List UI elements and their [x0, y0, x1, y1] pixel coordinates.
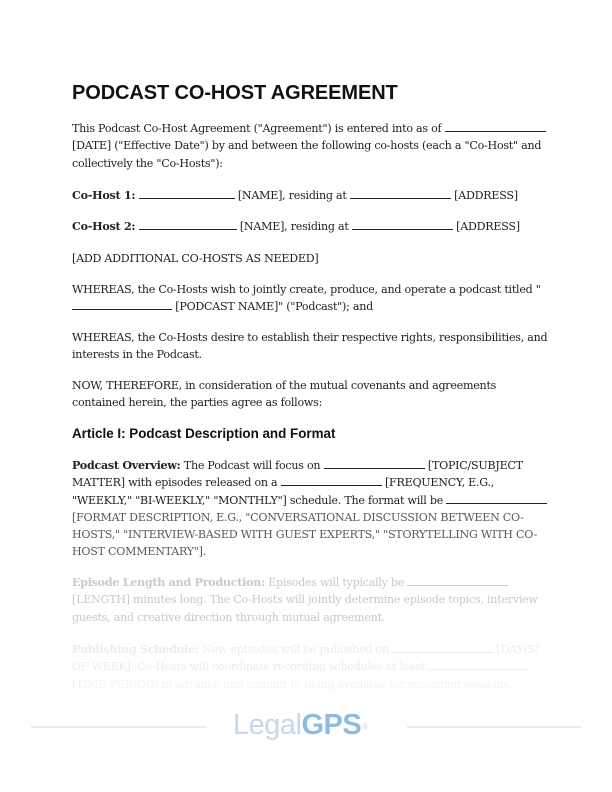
legalgps-logo — [233, 707, 368, 743]
article-1-heading: Article I: Podcast Description and Format — [72, 426, 336, 441]
publishing-text-2: [DAY(S) OF WEEK]. Co-Hosts will coordinate recording schedules at least — [72, 643, 540, 674]
time-period-blank — [428, 658, 529, 670]
cohost-2-name-placeholder: [NAME], residing at — [236, 220, 352, 233]
whereas-1-text-2: [PODCAST NAME]" ("Podcast"); and — [172, 300, 373, 314]
overview-text-3: [FREQUENCY, E.G., "WEEKLY," "BI-WEEKLY," "MONTHLY"] schedule. The format will be — [72, 476, 495, 507]
date-blank — [445, 120, 546, 132]
publishing-schedule-label: Publishing Schedule: — [72, 643, 199, 656]
cohost-1-name-blank — [139, 187, 235, 199]
publishing-text-3: [TIME PERIOD] in advance and commit to being available for recording sessions. — [72, 677, 512, 691]
frequency-blank — [281, 474, 382, 486]
topic-blank — [324, 457, 425, 469]
episode-length-paragraph — [72, 574, 548, 626]
cohost-1-line — [72, 187, 548, 204]
day-of-week-blank — [392, 641, 493, 653]
whereas-1-paragraph — [72, 281, 548, 316]
whereas-2-text: WHEREAS, the Co-Hosts desire to establish their respective rights, responsibilities, and interests in the Podcast. — [72, 331, 548, 362]
cohost-2-name-blank — [139, 218, 237, 230]
podcast-overview-label: Podcast Overview: — [72, 459, 181, 472]
intro-text-1: This Podcast Co-Host Agreement ("Agreement") is entered into as of — [72, 122, 445, 135]
podcast-name-blank — [72, 298, 172, 310]
logo-text-gps: GPS — [301, 709, 362, 741]
intro-paragraph — [72, 120, 548, 172]
podcast-overview-paragraph — [72, 457, 548, 561]
add-cohosts-text: [ADD ADDITIONAL CO-HOSTS AS NEEDED] — [72, 252, 319, 265]
publishing-schedule-paragraph — [72, 641, 548, 693]
cohost-2-label: Co-Host 2: — [72, 220, 136, 233]
document-title: PODCAST CO-HOST AGREEMENT — [72, 82, 398, 104]
episode-length-label: Episode Length and Production: — [72, 576, 265, 589]
cohost-2-line — [72, 218, 548, 235]
length-blank — [407, 574, 508, 586]
cohost-2-address-placeholder: [ADDRESS] — [452, 220, 520, 233]
episode-length-text-1: Episodes will typically be — [264, 576, 408, 589]
intro-text-2: [DATE] ("Effective Date") by and between the following co-hosts (each a "Co-Host" and collectively the "Co-Hosts"): — [72, 139, 542, 170]
overview-text-1: The Podcast will focus on — [180, 459, 324, 472]
overview-text-4: [FORMAT DESCRIPTION, E.G., "CONVERSATIONAL DISCUSSION BETWEEN CO-HOSTS," "INTERVIEW-BASED WITH GUEST EXPERTS," "STORYTELLING WITH CO-HOST COMMENTARY"]. — [72, 510, 537, 559]
whereas-1-text-1: WHEREAS, the Co-Hosts wish to jointly create, produce, and operate a podcast titled " — [72, 283, 541, 296]
overview-text-2: [TOPIC/SUBJECT MATTER] with episodes released on a — [72, 459, 523, 490]
now-therefore-paragraph — [72, 377, 548, 412]
cohost-2-address-blank — [352, 218, 453, 230]
registered-mark-icon: ® — [362, 722, 369, 731]
logo-text-legal: Legal — [233, 709, 302, 741]
now-therefore-text: NOW, THEREFORE, in consideration of the mutual covenants and agreements contained herein, the parties agree as follows: — [72, 379, 497, 410]
cohost-1-address-placeholder: [ADDRESS] — [450, 189, 518, 202]
footer-rule-left — [31, 726, 207, 728]
episode-length-text-2: [LENGTH] minutes long. The Co-Hosts will jointly determine episode topics, interview guests, and creative direction through mutual agreement. — [72, 593, 538, 624]
add-cohosts-note — [72, 250, 548, 267]
footer-rule-right — [407, 726, 581, 728]
publishing-text-1: New episodes will be published on — [198, 643, 393, 656]
cohost-1-name-placeholder: [NAME], residing at — [234, 189, 350, 202]
whereas-2-paragraph — [72, 329, 548, 364]
cohost-1-label: Co-Host 1: — [72, 189, 136, 202]
cohost-1-address-blank — [350, 187, 451, 199]
format-blank — [446, 492, 547, 504]
